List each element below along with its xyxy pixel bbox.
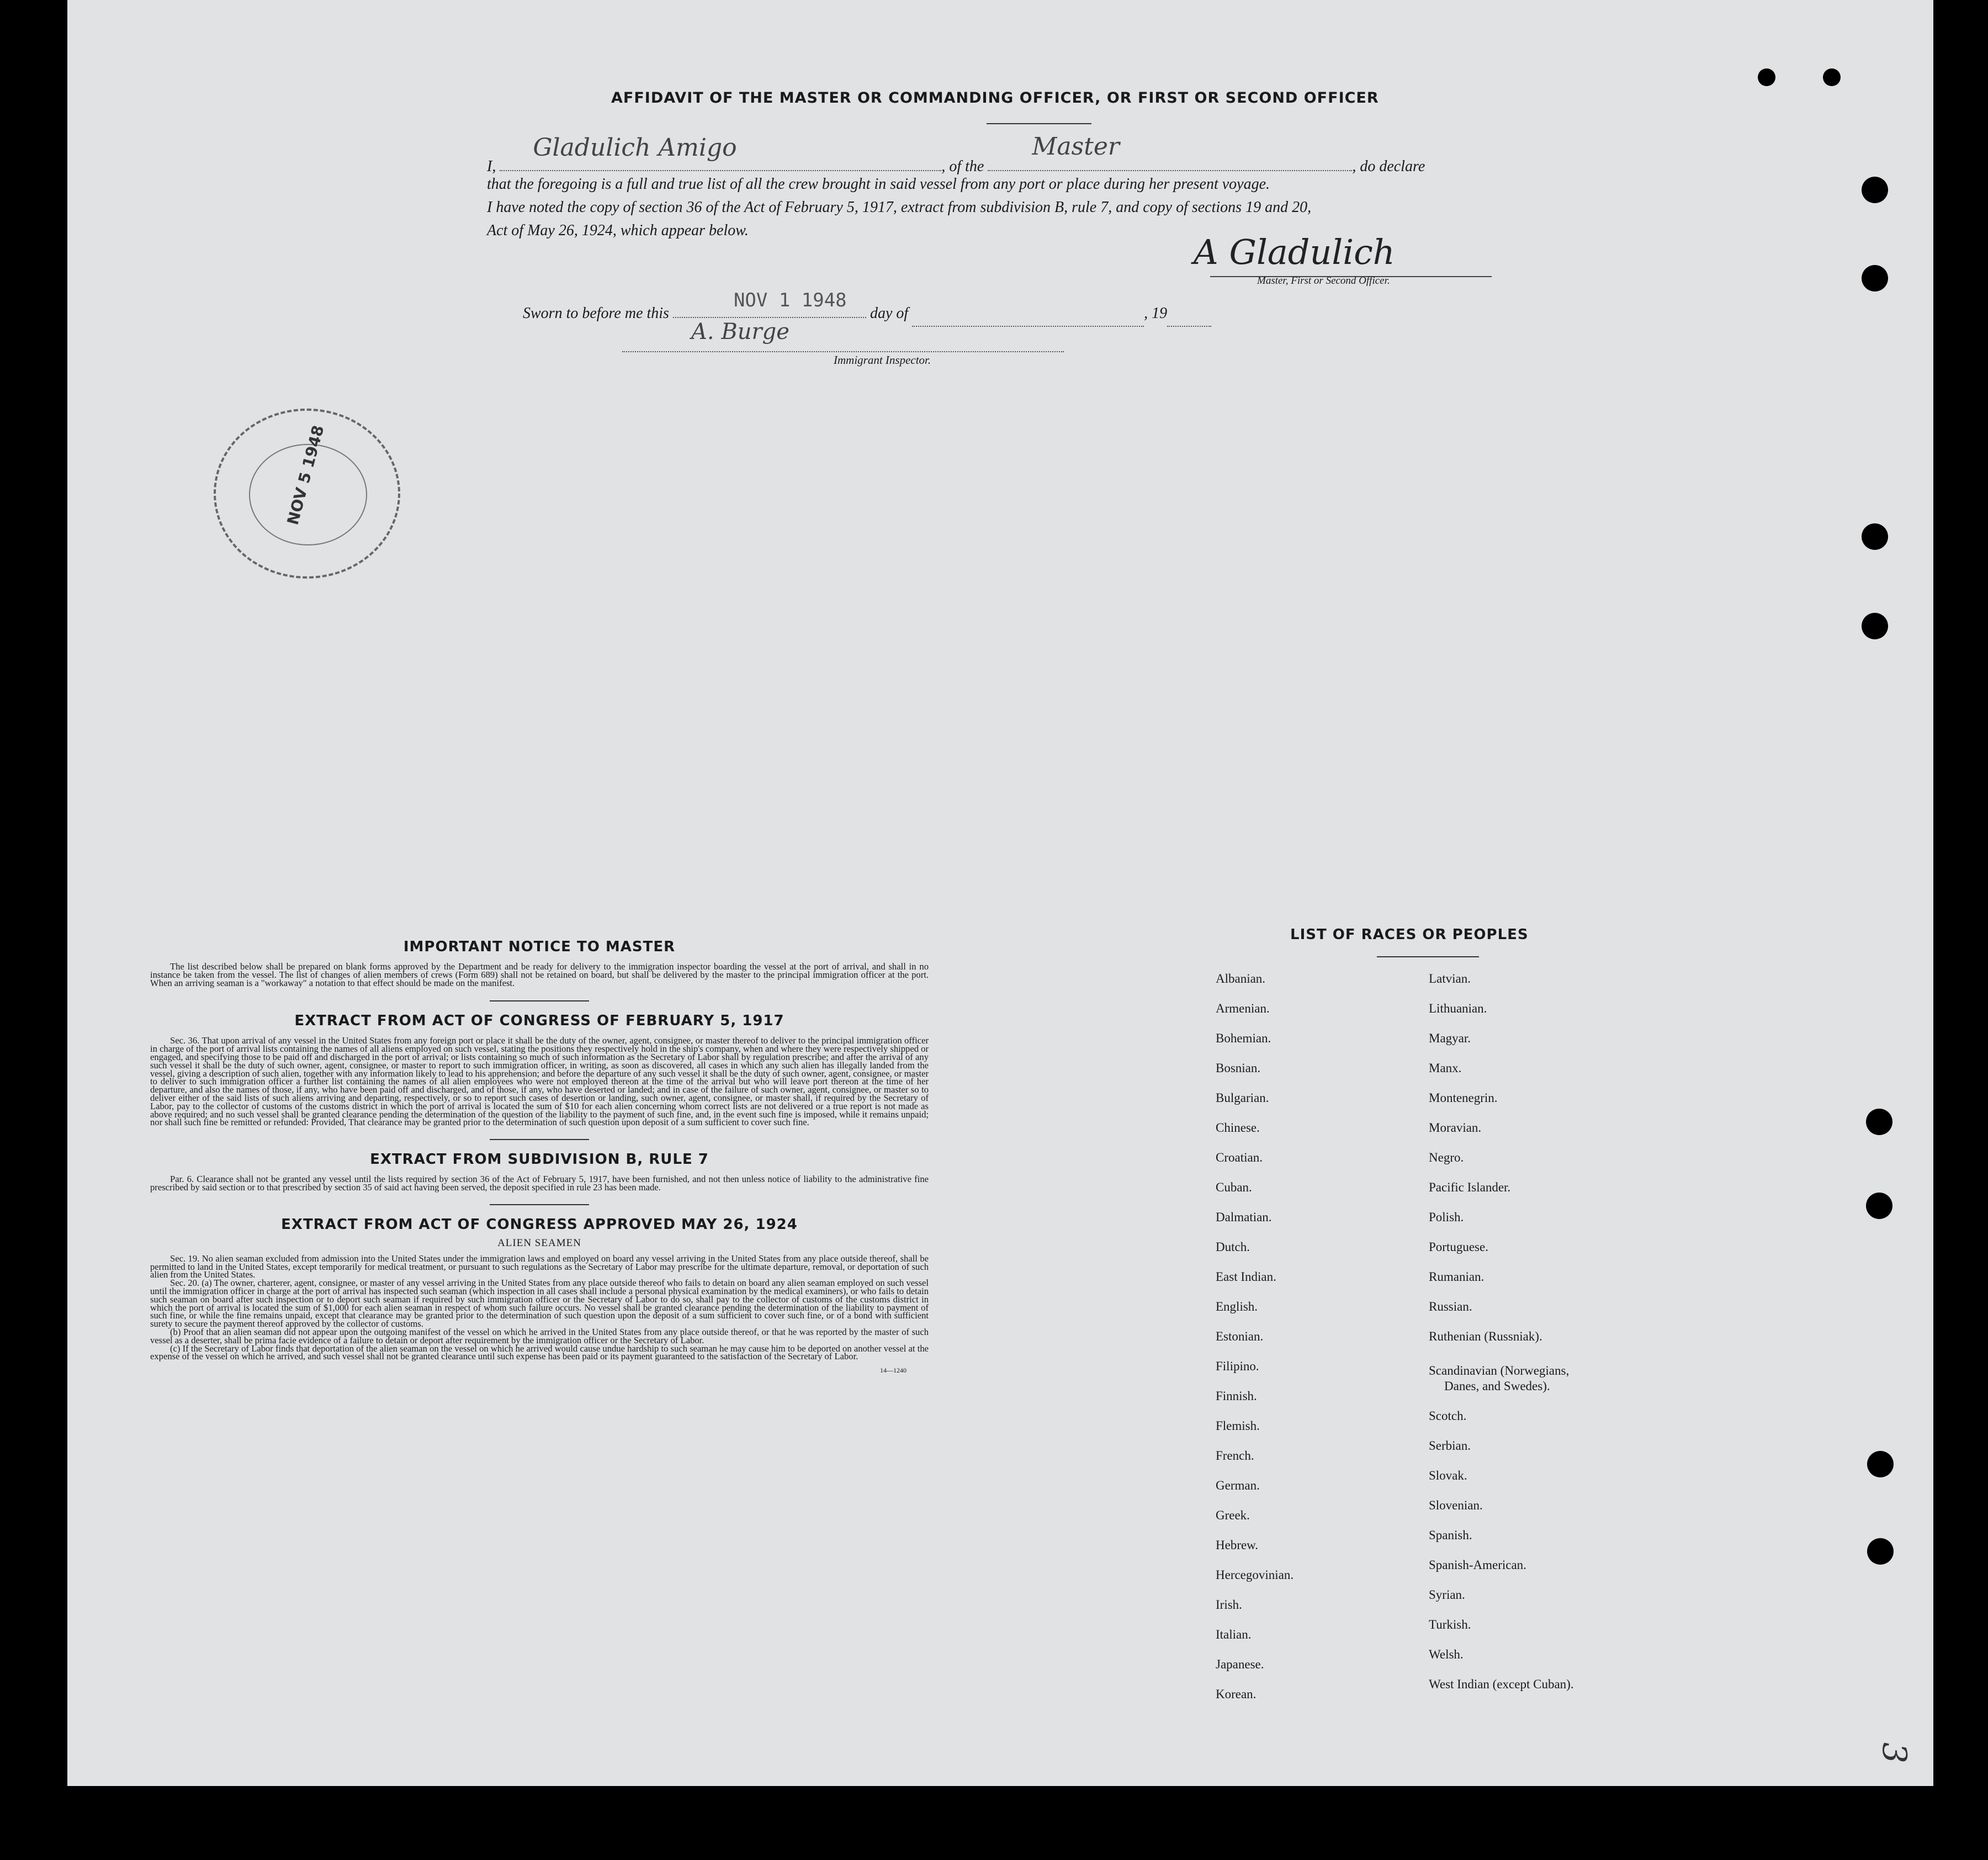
sec20c-paragraph: (c) If the Secretary of Labor finds that deportation of the alien seaman on the vessel on which he arrived would cause undue hardship to such seaman he may cause him to be deported on another vessel at the expense of the vessel on which he arrived, and such vessel shall not be granted clearance until such expense has been paid or its payment guaranteed to the satisfaction of the Secretary of Labor.	[150, 1343, 929, 1362]
race-item: Flemish.	[1216, 1419, 1260, 1433]
rank-field	[988, 133, 1352, 171]
race-item: Korean.	[1216, 1687, 1257, 1701]
affidavit-line2: that the foregoing is a full and true list of all the crew brought in said vessel from any port or place during her present voyage.	[487, 176, 1270, 193]
race-item: Hercegovinian.	[1216, 1568, 1294, 1582]
race-item: Dutch.	[1216, 1240, 1250, 1254]
day-of-label: day of	[870, 305, 909, 322]
extract-1924-body	[150, 1255, 929, 1361]
punch-hole	[1866, 1109, 1892, 1135]
notice-paragraph: The list described below shall be prepared on blank forms approved by the Department and be ready for delivery to the immigration inspector boarding the vessel at the port of arrival, and shall in no instance be taken from the vessel. The list of changes of alien members of crews (Form 689) shall not be retained on board, but shall be delivered by the master to the principal immigration officer at the port. When an arriving seaman is a "workaway" a notation to that effect should be made on the manifest.	[150, 961, 929, 988]
sworn-label: Sworn to before me this	[523, 305, 669, 322]
race-item: Hebrew.	[1216, 1538, 1259, 1552]
inspector-caption: Immigrant Inspector.	[834, 353, 931, 367]
sworn-date-stamp: NOV 1 1948	[733, 289, 847, 311]
race-item: Rumanian.	[1429, 1270, 1485, 1284]
race-item: Japanese.	[1216, 1657, 1264, 1671]
punch-hole	[1862, 177, 1888, 203]
race-item: Syrian.	[1429, 1588, 1465, 1602]
page-mark: 3	[1875, 1742, 1914, 1764]
race-item: Portuguese.	[1429, 1240, 1488, 1254]
divider	[987, 123, 1091, 124]
race-item: Estonian.	[1216, 1329, 1264, 1343]
left-column	[150, 939, 929, 1375]
extract-1917-body	[150, 1037, 929, 1127]
affidavit-line3: I have noted the copy of section 36 of the Act of February 5, 1917, extract from subdivision B, rule 7, and copy of sections 19 and 20,	[487, 199, 1312, 216]
stamp-date: NOV 5 1948	[283, 423, 328, 527]
race-item: West Indian (except Cuban).	[1429, 1677, 1574, 1691]
rank-handwritten: Master	[1032, 133, 1120, 161]
races-title: LIST OF RACES OR PEOPLES	[1290, 926, 1529, 943]
year-field	[1167, 301, 1211, 327]
punch-hole	[1862, 613, 1888, 639]
race-item: Pacific Islander.	[1429, 1180, 1511, 1194]
punch-hole	[1823, 68, 1841, 86]
punch-hole	[1866, 1193, 1892, 1219]
notice-body	[150, 963, 929, 987]
punch-hole	[1758, 68, 1775, 86]
extract-1917-paragraph: Sec. 36. That upon arrival of any vessel in the United States from any foreign port or place it shall be the duty of the owner, agent, consignee, or master thereof to deliver to the principal immigration officer in charge of the port of arrival lists containing the names of all aliens employed on such vessel, stating the positions they respectively hold in the ship's company, when and where they were respectively shipped or engaged, and specifying those to be paid off and discharged in the port of arrival; or lists containing so much of such information as the Secretary of Labor shall by regulation prescribe; and after the arrival of any such vessel it shall be the duty of such owner, agent, consignee, or master to report to such immigration officer, in writing, as soon as discovered, all cases in which any such alien has illegally landed from the vessel, giving a description of such alien, together with any information likely to lead to his apprehension; and before the departure of any such vessel it shall be the duty of such owner, agent, consignee, or master to deliver to such immigration officer a further list containing the names of all alien employees who were not employed thereon at the time of the arrival but who will leave port thereon at the time of her departure, and also the names of those, if any, who have been paid off and discharged, and of those, if any, who have deserted or landed; and in case of the failure of such owner, agent, consignee, or master so to deliver either of the said lists of such aliens arriving and departing, respectively, or so to report such cases of desertion or landing, such owner, agent, consignee, or master shall, if required by the Secretary of Labor, pay to the collector of customs of the customs district in which the port of arrival is located the sum of $10 for each alien concerning whom correct lists are not delivered or a true report is not made as above required; and no such vessel shall be granted clearance pending the determination of the question of the liability to the payment of such fine, and, in the event such fine is imposed, while it remains unpaid; nor shall such fine be remitted or refunded: Provided, That clearance may be granted prior to the determination of such question upon deposit of a sum sufficient to cover such fine.	[150, 1035, 929, 1128]
race-item: Bosnian.	[1216, 1061, 1261, 1075]
punch-hole	[1862, 523, 1888, 550]
signature-caption: Master, First or Second Officer.	[1257, 275, 1390, 287]
inspector-line	[622, 351, 1064, 352]
inspector-signature: A. Burge	[691, 319, 789, 345]
race-item: Ruthenian (Russniak).	[1429, 1329, 1542, 1343]
affidavit-declare: , do declare	[1352, 158, 1425, 175]
race-item: Dalmatian.	[1216, 1210, 1272, 1224]
race-item: Albanian.	[1216, 972, 1266, 985]
ellis-island-stamp	[214, 409, 400, 579]
race-item: Finnish.	[1216, 1389, 1257, 1403]
year-prefix: , 19	[1144, 305, 1168, 322]
race-item: East Indian.	[1216, 1270, 1276, 1284]
race-item: Russian.	[1429, 1300, 1472, 1313]
punch-hole	[1867, 1451, 1894, 1477]
race-item: Irish.	[1216, 1598, 1242, 1612]
sec20a-paragraph: Sec. 20. (a) The owner, charterer, agent, consignee, or master of any vessel arriving in the United States from any place outside thereof who fails to detain on board any alien seaman employed on such vessel until the immigration officer in charge at the port of arrival has inspected such seaman (which inspection in all cases shall include a personal physical examination by the medical examiners), or who fails to detain such seaman on board after such inspection or to deport such seaman if required by such immigration officer or the Secretary of Labor to do so, shall pay to the collector of customs of the customs district in which the port of arrival is located the sum of $1,000 for each alien seaman in respect of whom such failure occurs. No vessel shall be granted clearance pending the determination of the liability to payment of such fine, or while the fine remains unpaid, except that clearance may be granted prior to the determination of such question upon the deposit of a sum sufficient to cover such fine, or of a bond with sufficient surety to secure the payment thereof approved by the collector of customs.	[150, 1278, 929, 1329]
master-signature: A Gladulich	[1194, 232, 1395, 272]
day-of-field	[912, 301, 1144, 327]
race-item: Serbian.	[1429, 1439, 1471, 1453]
race-item: Armenian.	[1216, 1001, 1270, 1015]
rule7-title: EXTRACT FROM SUBDIVISION B, RULE 7	[370, 1151, 709, 1168]
rule7-body	[150, 1175, 929, 1192]
sec20b-paragraph: (b) Proof that an alien seaman did not appear upon the outgoing manifest of the vessel on which he arrived in the United States from any place outside thereof, or that he was reported by the master of such vessel as a deserter, shall be prima facie evidence of a failure to detain or deport after requirement by the immigration officer or the Secretary of Labor.	[150, 1326, 929, 1345]
race-item: Cuban.	[1216, 1180, 1252, 1194]
document-page	[67, 0, 1933, 1786]
race-item: Negro.	[1429, 1151, 1464, 1164]
master-name-handwritten: Gladulich Amigo	[533, 134, 737, 162]
sworn-date-field	[673, 289, 866, 318]
race-item: Turkish.	[1429, 1618, 1471, 1631]
punch-hole	[1867, 1538, 1894, 1565]
sec19-paragraph: Sec. 19. No alien seaman excluded from admission into the United States under the immigration laws and employed on board any vessel arriving in the United States from any place outside thereof, shall be permitted to land in the United States, except temporarily for medical treatment, or pursuant to such regulations as the Secretary of Labor may prescribe for the ultimate departure, removal, or deportation of such alien from the United States.	[150, 1253, 929, 1280]
divider	[490, 1000, 589, 1001]
form-number: 14—1240	[880, 1366, 906, 1375]
race-item: Spanish-American.	[1429, 1558, 1526, 1572]
race-item: Moravian.	[1429, 1121, 1482, 1135]
race-item: Danes, and Swedes).	[1444, 1379, 1550, 1393]
race-item: Croatian.	[1216, 1151, 1263, 1164]
race-item: Montenegrin.	[1429, 1091, 1498, 1105]
race-item: Bohemian.	[1216, 1031, 1271, 1045]
affidavit-of-the: , of the	[941, 158, 984, 175]
divider	[490, 1139, 589, 1140]
race-item: Lithuanian.	[1429, 1001, 1487, 1015]
affidavit-i: I,	[487, 158, 496, 175]
race-item: Filipino.	[1216, 1359, 1259, 1373]
race-item: Magyar.	[1429, 1031, 1471, 1045]
punch-hole	[1862, 265, 1888, 292]
race-item: Spanish.	[1429, 1528, 1472, 1542]
race-item: German.	[1216, 1479, 1260, 1492]
divider	[1377, 956, 1479, 957]
extract-1924-subtitle: ALIEN SEAMEN	[497, 1237, 581, 1249]
races-right-column	[1429, 972, 1574, 1707]
affidavit-title: AFFIDAVIT OF THE MASTER OR COMMANDING OFFICER, OR FIRST OR SECOND OFFICER	[611, 89, 1379, 107]
rule7-paragraph: Par. 6. Clearance shall not be granted any vessel until the lists required by section 36 of the Act of February 5, 1917, have been furnished, and not then unless notice of liability to the administrative fine prescribed by said section or to that prescribed by section 35 of said act having been served, the deposit specified in rule 23 has been made.	[150, 1174, 929, 1193]
divider	[490, 1204, 589, 1205]
extract-1917-title: EXTRACT FROM ACT OF CONGRESS OF FEBRUARY 5, 1917	[294, 1013, 784, 1030]
race-item: Slovenian.	[1429, 1498, 1483, 1512]
race-item: Italian.	[1216, 1628, 1252, 1641]
sworn-line	[523, 289, 1211, 327]
extract-1924-title: EXTRACT FROM ACT OF CONGRESS APPROVED MAY 26, 1924	[281, 1216, 798, 1233]
race-item: Chinese.	[1216, 1121, 1260, 1135]
race-item: Scotch.	[1429, 1409, 1467, 1423]
affidavit-line4: Act of May 26, 1924, which appear below.	[487, 222, 749, 239]
race-item: Scandinavian (Norwegians,	[1429, 1364, 1570, 1377]
race-item: Manx.	[1429, 1061, 1462, 1075]
master-name-field	[500, 134, 941, 171]
race-item: Slovak.	[1429, 1469, 1467, 1482]
race-item: Polish.	[1429, 1210, 1464, 1224]
race-item: Latvian.	[1429, 972, 1471, 985]
races-left-column	[1216, 972, 1293, 1717]
race-item: French.	[1216, 1449, 1254, 1462]
race-item: Greek.	[1216, 1508, 1250, 1522]
race-item: English.	[1216, 1300, 1258, 1313]
race-item: Welsh.	[1429, 1647, 1464, 1661]
notice-title: IMPORTANT NOTICE TO MASTER	[403, 939, 676, 955]
race-item: Bulgarian.	[1216, 1091, 1269, 1105]
